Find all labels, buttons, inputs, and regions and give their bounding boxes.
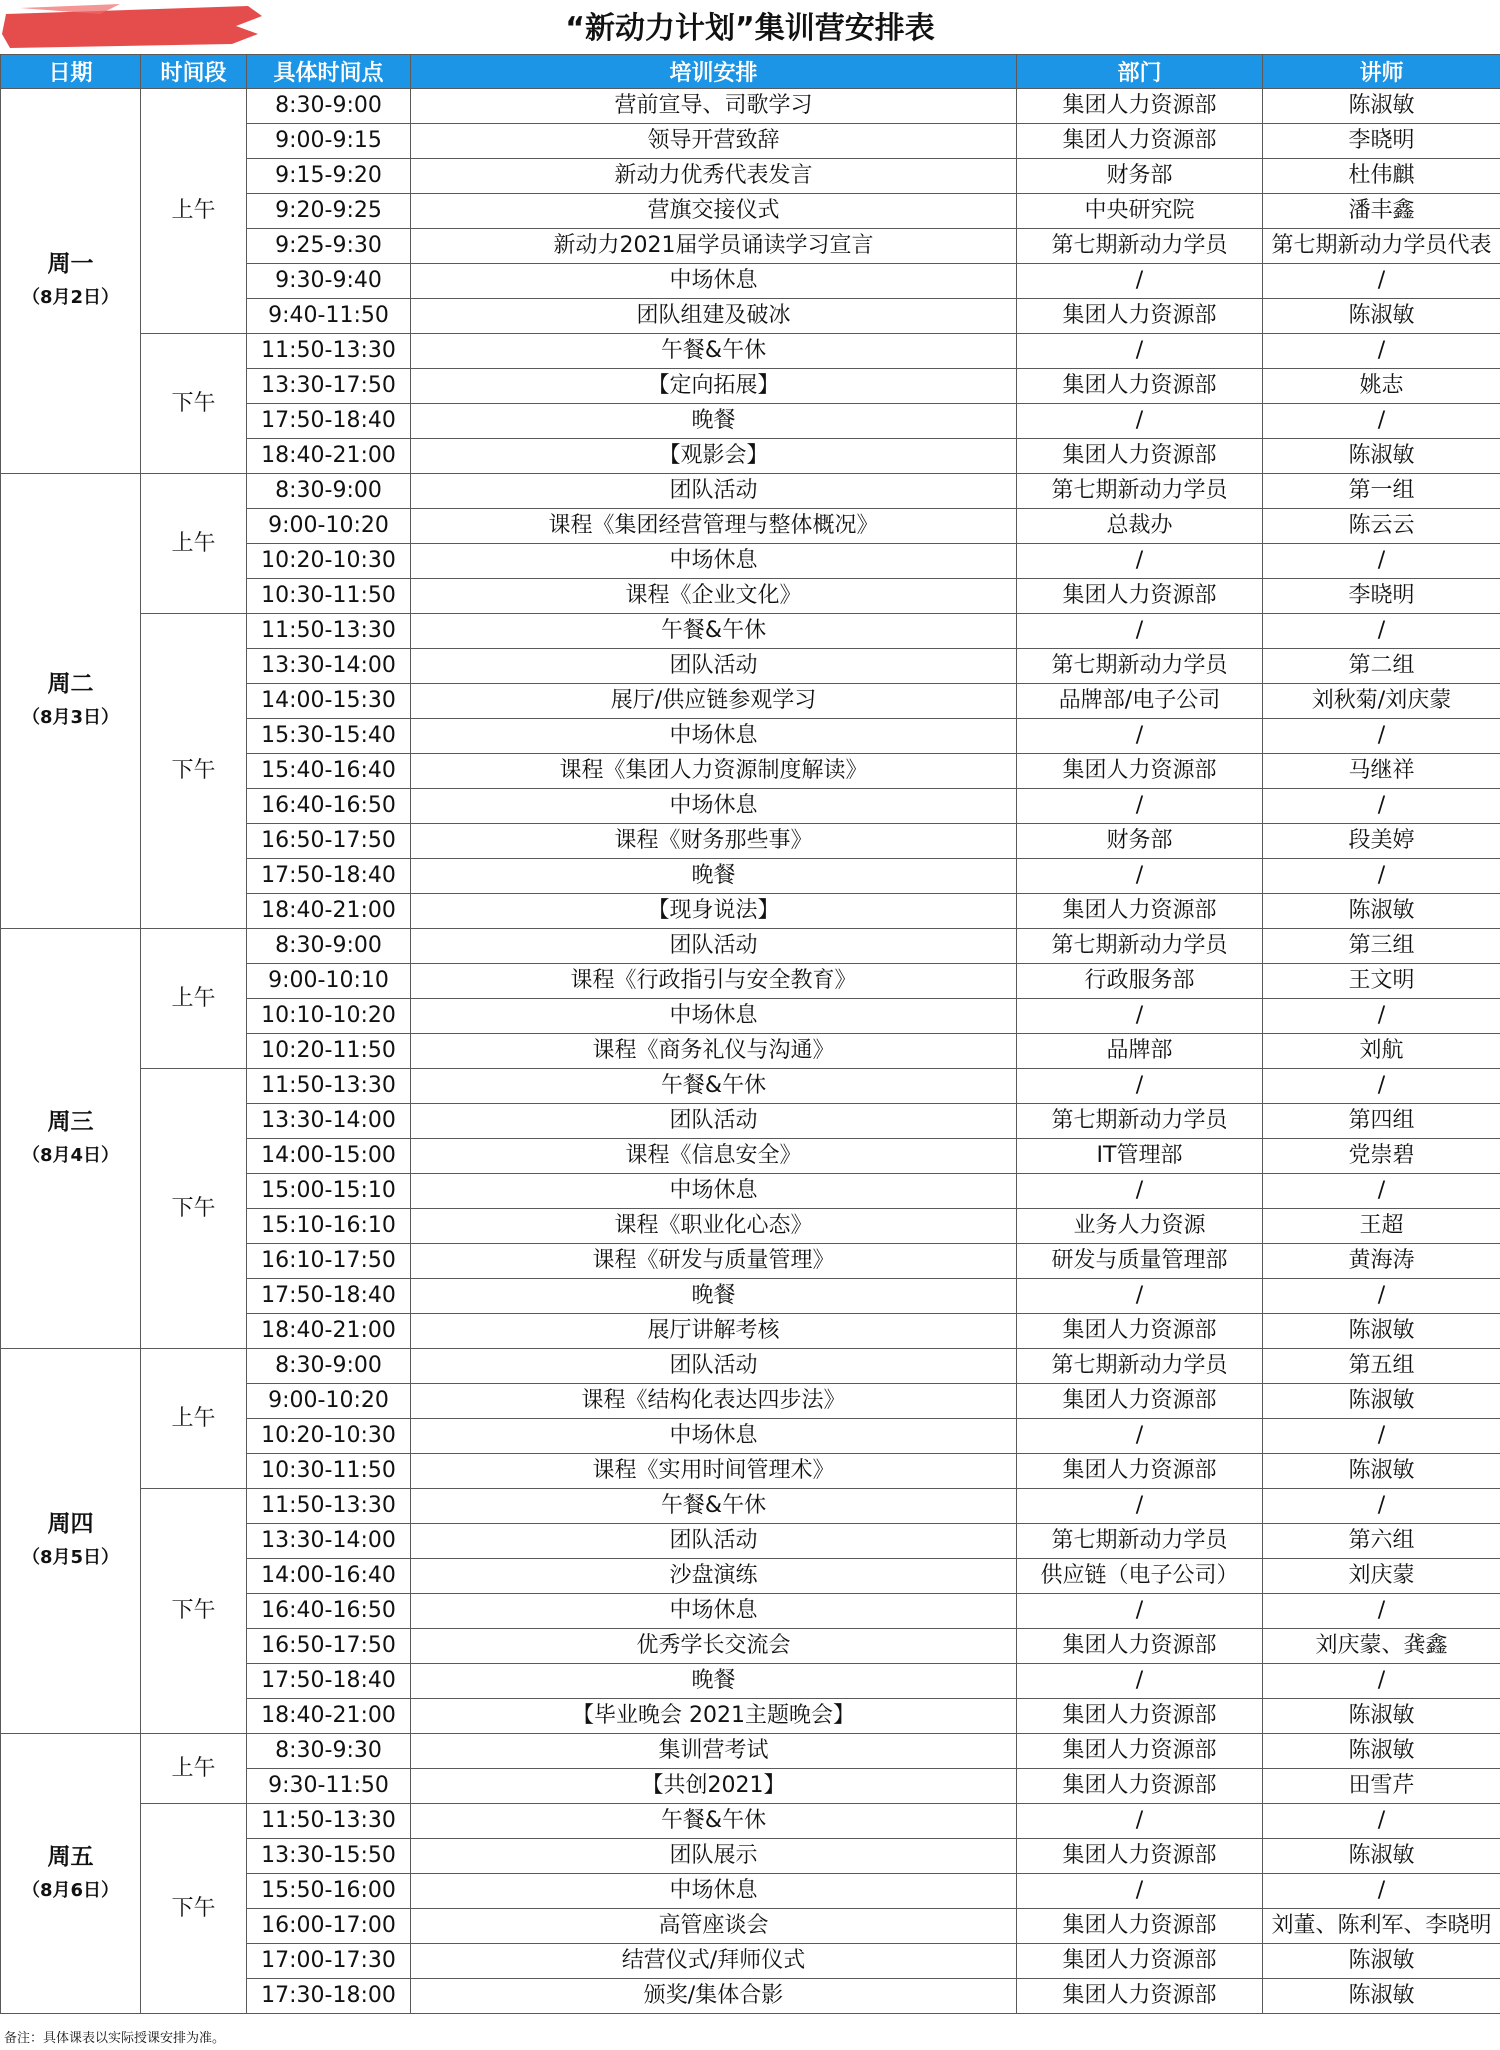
lecturer-cell: 陈淑敏 bbox=[1263, 1699, 1500, 1734]
lecturer-cell: 陈淑敏 bbox=[1263, 1384, 1500, 1419]
time-cell: 15:00-15:10 bbox=[247, 1174, 411, 1209]
lecturer-cell: 第四组 bbox=[1263, 1104, 1500, 1139]
time-cell: 18:40-21:00 bbox=[247, 1314, 411, 1349]
activity-cell: 结营仪式/拜师仪式 bbox=[411, 1944, 1017, 1979]
dept-cell: / bbox=[1017, 1594, 1263, 1629]
activity-cell: 晚餐 bbox=[411, 1664, 1017, 1699]
time-cell: 8:30-9:00 bbox=[247, 929, 411, 964]
activity-cell: 中场休息 bbox=[411, 1419, 1017, 1454]
time-cell: 15:10-16:10 bbox=[247, 1209, 411, 1244]
time-cell: 15:50-16:00 bbox=[247, 1874, 411, 1909]
activity-cell: 团队展示 bbox=[411, 1839, 1017, 1874]
activity-cell: 中场休息 bbox=[411, 999, 1017, 1034]
day-cell bbox=[1, 1349, 141, 1734]
activity-cell: 午餐&午休 bbox=[411, 334, 1017, 369]
time-cell: 17:50-18:40 bbox=[247, 859, 411, 894]
activity-cell: 新动力2021届学员诵读学习宣言 bbox=[411, 229, 1017, 264]
activity-cell: 【观影会】 bbox=[411, 439, 1017, 474]
time-cell: 10:20-10:30 bbox=[247, 544, 411, 579]
schedule-table bbox=[0, 54, 1500, 2014]
dept-cell: 第七期新动力学员 bbox=[1017, 649, 1263, 684]
time-cell: 9:00-9:15 bbox=[247, 124, 411, 159]
activity-cell: 中场休息 bbox=[411, 1174, 1017, 1209]
dept-cell: / bbox=[1017, 1174, 1263, 1209]
table-row bbox=[1, 1804, 1500, 1839]
period-cell: 上午 bbox=[141, 1349, 247, 1489]
lecturer-cell: 陈淑敏 bbox=[1263, 894, 1500, 929]
time-cell: 11:50-13:30 bbox=[247, 334, 411, 369]
lecturer-cell: 黄海涛 bbox=[1263, 1244, 1500, 1279]
lecturer-cell: 潘丰鑫 bbox=[1263, 194, 1500, 229]
time-cell: 10:30-11:50 bbox=[247, 1454, 411, 1489]
lecturer-cell: 李晓明 bbox=[1263, 124, 1500, 159]
header-period: 时间段 bbox=[141, 55, 247, 89]
lecturer-cell: / bbox=[1263, 334, 1500, 369]
time-cell: 16:10-17:50 bbox=[247, 1244, 411, 1279]
table-row bbox=[1, 1349, 1500, 1384]
day-date: （8月2日） bbox=[21, 287, 120, 308]
dept-cell: 集团人力资源部 bbox=[1017, 1734, 1263, 1769]
time-cell: 16:00-17:00 bbox=[247, 1909, 411, 1944]
footnote: 备注：具体课表以实际授课安排为准。 bbox=[4, 2031, 226, 2046]
lecturer-cell: 陈淑敏 bbox=[1263, 1839, 1500, 1874]
activity-cell: 课程《商务礼仪与沟通》 bbox=[411, 1034, 1017, 1069]
day-cell bbox=[1, 474, 141, 929]
lecturer-cell: / bbox=[1263, 614, 1500, 649]
activity-cell: 课程《结构化表达四步法》 bbox=[411, 1384, 1017, 1419]
lecturer-cell: 陈淑敏 bbox=[1263, 1314, 1500, 1349]
period-cell: 上午 bbox=[141, 474, 247, 614]
dept-cell: / bbox=[1017, 1069, 1263, 1104]
dept-cell: / bbox=[1017, 614, 1263, 649]
lecturer-cell: 段美婷 bbox=[1263, 824, 1500, 859]
page-title: “新动力计划”集训营安排表 bbox=[565, 11, 935, 46]
time-cell: 16:40-16:50 bbox=[247, 1594, 411, 1629]
lecturer-cell: / bbox=[1263, 1069, 1500, 1104]
activity-cell: 晚餐 bbox=[411, 859, 1017, 894]
dept-cell: 中央研究院 bbox=[1017, 194, 1263, 229]
day-name: 周一 bbox=[47, 251, 94, 277]
time-cell: 16:40-16:50 bbox=[247, 789, 411, 824]
day-name: 周二 bbox=[47, 671, 94, 697]
lecturer-cell: / bbox=[1263, 1279, 1500, 1314]
header-time: 具体时间点 bbox=[247, 55, 411, 89]
table-row bbox=[1, 1069, 1500, 1104]
time-cell: 13:30-14:00 bbox=[247, 1104, 411, 1139]
lecturer-cell: 第二组 bbox=[1263, 649, 1500, 684]
lecturer-cell: / bbox=[1263, 1174, 1500, 1209]
lecturer-cell: 王超 bbox=[1263, 1209, 1500, 1244]
time-cell: 13:30-14:00 bbox=[247, 1524, 411, 1559]
lecturer-cell: 陈淑敏 bbox=[1263, 1454, 1500, 1489]
activity-cell: 团队活动 bbox=[411, 474, 1017, 509]
lecturer-cell: 陈淑敏 bbox=[1263, 299, 1500, 334]
period-cell: 上午 bbox=[141, 89, 247, 334]
activity-cell: 午餐&午休 bbox=[411, 614, 1017, 649]
time-cell: 16:50-17:50 bbox=[247, 1629, 411, 1664]
time-cell: 18:40-21:00 bbox=[247, 439, 411, 474]
day-name: 周四 bbox=[47, 1511, 94, 1537]
time-cell: 9:40-11:50 bbox=[247, 299, 411, 334]
header-dept: 部门 bbox=[1017, 55, 1263, 89]
dept-cell: 第七期新动力学员 bbox=[1017, 1524, 1263, 1559]
lecturer-cell: 陈淑敏 bbox=[1263, 439, 1500, 474]
activity-cell: 中场休息 bbox=[411, 264, 1017, 299]
schedule-body bbox=[1, 89, 1500, 2014]
activity-cell: 课程《职业化心态》 bbox=[411, 1209, 1017, 1244]
day-cell bbox=[1, 929, 141, 1349]
lecturer-cell: / bbox=[1263, 1489, 1500, 1524]
dept-cell: 供应链（电子公司） bbox=[1017, 1559, 1263, 1594]
table-row bbox=[1, 1489, 1500, 1524]
dept-cell: 品牌部 bbox=[1017, 1034, 1263, 1069]
dept-cell: 研发与质量管理部 bbox=[1017, 1244, 1263, 1279]
dept-cell: 集团人力资源部 bbox=[1017, 299, 1263, 334]
table-row bbox=[1, 334, 1500, 369]
activity-cell: 中场休息 bbox=[411, 1874, 1017, 1909]
activity-cell: 午餐&午休 bbox=[411, 1489, 1017, 1524]
activity-cell: 营前宣导、司歌学习 bbox=[411, 89, 1017, 124]
header-activity: 培训安排 bbox=[411, 55, 1017, 89]
period-cell: 上午 bbox=[141, 929, 247, 1069]
dept-cell: 集团人力资源部 bbox=[1017, 1454, 1263, 1489]
period-cell: 上午 bbox=[141, 1734, 247, 1804]
time-cell: 11:50-13:30 bbox=[247, 1069, 411, 1104]
time-cell: 11:50-13:30 bbox=[247, 1804, 411, 1839]
activity-cell: 中场休息 bbox=[411, 544, 1017, 579]
table-row bbox=[1, 1734, 1500, 1769]
activity-cell: 中场休息 bbox=[411, 789, 1017, 824]
activity-cell: 【共创2021】 bbox=[411, 1769, 1017, 1804]
header-row bbox=[1, 55, 1500, 89]
activity-cell: 【毕业晚会 2021主题晚会】 bbox=[411, 1699, 1017, 1734]
header-date: 日期 bbox=[1, 55, 141, 89]
dept-cell: 品牌部/电子公司 bbox=[1017, 684, 1263, 719]
time-cell: 18:40-21:00 bbox=[247, 894, 411, 929]
time-cell: 17:00-17:30 bbox=[247, 1944, 411, 1979]
period-cell: 下午 bbox=[141, 614, 247, 929]
lecturer-cell: 刘秋菊/刘庆蒙 bbox=[1263, 684, 1500, 719]
day-cell bbox=[1, 89, 141, 474]
activity-cell: 团队活动 bbox=[411, 929, 1017, 964]
dept-cell: / bbox=[1017, 404, 1263, 439]
dept-cell: 第七期新动力学员 bbox=[1017, 929, 1263, 964]
time-cell: 10:20-11:50 bbox=[247, 1034, 411, 1069]
day-cell bbox=[1, 1734, 141, 2014]
dept-cell: 集团人力资源部 bbox=[1017, 1699, 1263, 1734]
table-row bbox=[1, 474, 1500, 509]
day-date: （8月6日） bbox=[21, 1879, 120, 1901]
activity-cell: 课程《研发与质量管理》 bbox=[411, 1244, 1017, 1279]
lecturer-cell: 姚志 bbox=[1263, 369, 1500, 404]
time-cell: 11:50-13:30 bbox=[247, 1489, 411, 1524]
time-cell: 17:30-18:00 bbox=[247, 1979, 411, 2014]
dept-cell: 第七期新动力学员 bbox=[1017, 474, 1263, 509]
time-cell: 13:30-17:50 bbox=[247, 369, 411, 404]
dept-cell: 集团人力资源部 bbox=[1017, 1314, 1263, 1349]
activity-cell: 课程《行政指引与安全教育》 bbox=[411, 964, 1017, 999]
activity-cell: 团队活动 bbox=[411, 1104, 1017, 1139]
lecturer-cell: 刘航 bbox=[1263, 1034, 1500, 1069]
time-cell: 8:30-9:00 bbox=[247, 1349, 411, 1384]
dept-cell: 集团人力资源部 bbox=[1017, 579, 1263, 614]
dept-cell: 集团人力资源部 bbox=[1017, 1909, 1263, 1944]
lecturer-cell: / bbox=[1263, 404, 1500, 439]
period-cell: 下午 bbox=[141, 1489, 247, 1734]
dept-cell: 集团人力资源部 bbox=[1017, 89, 1263, 124]
lecturer-cell: / bbox=[1263, 544, 1500, 579]
table-row bbox=[1, 89, 1500, 124]
time-cell: 17:50-18:40 bbox=[247, 1664, 411, 1699]
dept-cell: 集团人力资源部 bbox=[1017, 1944, 1263, 1979]
day-name: 周五 bbox=[47, 1843, 94, 1870]
dept-cell: 第七期新动力学员 bbox=[1017, 1349, 1263, 1384]
dept-cell: 第七期新动力学员 bbox=[1017, 1104, 1263, 1139]
lecturer-cell: 第七期新动力学员代表 bbox=[1263, 229, 1500, 264]
dept-cell: 第七期新动力学员 bbox=[1017, 229, 1263, 264]
lecturer-cell: 第三组 bbox=[1263, 929, 1500, 964]
lecturer-cell: 第六组 bbox=[1263, 1524, 1500, 1559]
lecturer-cell: 王文明 bbox=[1263, 964, 1500, 999]
lecturer-cell: / bbox=[1263, 859, 1500, 894]
time-cell: 10:30-11:50 bbox=[247, 579, 411, 614]
dept-cell: / bbox=[1017, 789, 1263, 824]
header-lecturer: 讲师 bbox=[1263, 55, 1500, 89]
activity-cell: 展厅讲解考核 bbox=[411, 1314, 1017, 1349]
dept-cell: / bbox=[1017, 544, 1263, 579]
lecturer-cell: 刘董、陈利军、李晓明 bbox=[1263, 1909, 1500, 1944]
time-cell: 8:30-9:00 bbox=[247, 474, 411, 509]
time-cell: 9:00-10:20 bbox=[247, 1384, 411, 1419]
time-cell: 17:50-18:40 bbox=[247, 404, 411, 439]
time-cell: 8:30-9:30 bbox=[247, 1734, 411, 1769]
dept-cell: 集团人力资源部 bbox=[1017, 369, 1263, 404]
time-cell: 9:20-9:25 bbox=[247, 194, 411, 229]
activity-cell: 午餐&午休 bbox=[411, 1804, 1017, 1839]
activity-cell: 课程《集团经营管理与整体概况》 bbox=[411, 509, 1017, 544]
activity-cell: 优秀学长交流会 bbox=[411, 1629, 1017, 1664]
dept-cell: 行政服务部 bbox=[1017, 964, 1263, 999]
activity-cell: 颁奖/集体合影 bbox=[411, 1979, 1017, 2014]
dept-cell: 财务部 bbox=[1017, 159, 1263, 194]
lecturer-cell: 李晓明 bbox=[1263, 579, 1500, 614]
dept-cell: 财务部 bbox=[1017, 824, 1263, 859]
lecturer-cell: / bbox=[1263, 789, 1500, 824]
period-cell: 下午 bbox=[141, 334, 247, 474]
day-date: （8月4日） bbox=[21, 1144, 120, 1166]
lecturer-cell: 刘庆蒙、龚鑫 bbox=[1263, 1629, 1500, 1664]
day-date: （8月3日） bbox=[21, 707, 120, 728]
time-cell: 9:00-10:10 bbox=[247, 964, 411, 999]
lecturer-cell: 陈淑敏 bbox=[1263, 89, 1500, 124]
dept-cell: 集团人力资源部 bbox=[1017, 754, 1263, 789]
activity-cell: 课程《集团人力资源制度解读》 bbox=[411, 754, 1017, 789]
dept-cell: / bbox=[1017, 1489, 1263, 1524]
dept-cell: 总裁办 bbox=[1017, 509, 1263, 544]
lecturer-cell: / bbox=[1263, 264, 1500, 299]
period-cell: 下午 bbox=[141, 1804, 247, 2014]
dept-cell: / bbox=[1017, 999, 1263, 1034]
activity-cell: 团队组建及破冰 bbox=[411, 299, 1017, 334]
dept-cell: / bbox=[1017, 1664, 1263, 1699]
dept-cell: / bbox=[1017, 719, 1263, 754]
dept-cell: 集团人力资源部 bbox=[1017, 124, 1263, 159]
activity-cell: 中场休息 bbox=[411, 719, 1017, 754]
activity-cell: 展厅/供应链参观学习 bbox=[411, 684, 1017, 719]
activity-cell: 【定向拓展】 bbox=[411, 369, 1017, 404]
activity-cell: 高管座谈会 bbox=[411, 1909, 1017, 1944]
lecturer-cell: 第五组 bbox=[1263, 1349, 1500, 1384]
lecturer-cell: / bbox=[1263, 1804, 1500, 1839]
time-cell: 13:30-15:50 bbox=[247, 1839, 411, 1874]
time-cell: 14:00-15:30 bbox=[247, 684, 411, 719]
dept-cell: 集团人力资源部 bbox=[1017, 1839, 1263, 1874]
dept-cell: / bbox=[1017, 859, 1263, 894]
time-cell: 16:50-17:50 bbox=[247, 824, 411, 859]
lecturer-cell: 第一组 bbox=[1263, 474, 1500, 509]
activity-cell: 新动力优秀代表发言 bbox=[411, 159, 1017, 194]
lecturer-cell: 杜伟麒 bbox=[1263, 159, 1500, 194]
dept-cell: / bbox=[1017, 1804, 1263, 1839]
time-cell: 13:30-14:00 bbox=[247, 649, 411, 684]
activity-cell: 晚餐 bbox=[411, 1279, 1017, 1314]
time-cell: 9:25-9:30 bbox=[247, 229, 411, 264]
time-cell: 10:10-10:20 bbox=[247, 999, 411, 1034]
dept-cell: 集团人力资源部 bbox=[1017, 1384, 1263, 1419]
dept-cell: / bbox=[1017, 1874, 1263, 1909]
time-cell: 15:40-16:40 bbox=[247, 754, 411, 789]
time-cell: 14:00-16:40 bbox=[247, 1559, 411, 1594]
lecturer-cell: 陈淑敏 bbox=[1263, 1944, 1500, 1979]
lecturer-cell: / bbox=[1263, 1874, 1500, 1909]
activity-cell: 中场休息 bbox=[411, 1594, 1017, 1629]
time-cell: 15:30-15:40 bbox=[247, 719, 411, 754]
lecturer-cell: 田雪芹 bbox=[1263, 1769, 1500, 1804]
lecturer-cell: / bbox=[1263, 999, 1500, 1034]
activity-cell: 团队活动 bbox=[411, 1349, 1017, 1384]
time-cell: 17:50-18:40 bbox=[247, 1279, 411, 1314]
time-cell: 11:50-13:30 bbox=[247, 614, 411, 649]
lecturer-cell: 党崇碧 bbox=[1263, 1139, 1500, 1174]
activity-cell: 课程《实用时间管理术》 bbox=[411, 1454, 1017, 1489]
activity-cell: 午餐&午休 bbox=[411, 1069, 1017, 1104]
period-cell: 下午 bbox=[141, 1069, 247, 1349]
dept-cell: / bbox=[1017, 1419, 1263, 1454]
dept-cell: / bbox=[1017, 334, 1263, 369]
time-cell: 9:15-9:20 bbox=[247, 159, 411, 194]
dept-cell: IT管理部 bbox=[1017, 1139, 1263, 1174]
day-name: 周三 bbox=[47, 1108, 94, 1135]
activity-cell: 团队活动 bbox=[411, 649, 1017, 684]
dept-cell: 集团人力资源部 bbox=[1017, 439, 1263, 474]
time-cell: 9:30-11:50 bbox=[247, 1769, 411, 1804]
activity-cell: 【现身说法】 bbox=[411, 894, 1017, 929]
dept-cell: / bbox=[1017, 264, 1263, 299]
lecturer-cell: 马继祥 bbox=[1263, 754, 1500, 789]
time-cell: 8:30-9:00 bbox=[247, 89, 411, 124]
dept-cell: 集团人力资源部 bbox=[1017, 1979, 1263, 2014]
day-date: （8月5日） bbox=[21, 1547, 120, 1568]
activity-cell: 晚餐 bbox=[411, 404, 1017, 439]
activity-cell: 沙盘演练 bbox=[411, 1559, 1017, 1594]
activity-cell: 课程《信息安全》 bbox=[411, 1139, 1017, 1174]
time-cell: 18:40-21:00 bbox=[247, 1699, 411, 1734]
activity-cell: 课程《企业文化》 bbox=[411, 579, 1017, 614]
activity-cell: 课程《财务那些事》 bbox=[411, 824, 1017, 859]
lecturer-cell: / bbox=[1263, 1594, 1500, 1629]
activity-cell: 营旗交接仪式 bbox=[411, 194, 1017, 229]
time-cell: 9:30-9:40 bbox=[247, 264, 411, 299]
lecturer-cell: / bbox=[1263, 719, 1500, 754]
lecturer-cell: 刘庆蒙 bbox=[1263, 1559, 1500, 1594]
table-row bbox=[1, 614, 1500, 649]
time-cell: 9:00-10:20 bbox=[247, 509, 411, 544]
time-cell: 14:00-15:00 bbox=[247, 1139, 411, 1174]
activity-cell: 领导开营致辞 bbox=[411, 124, 1017, 159]
lecturer-cell: 陈淑敏 bbox=[1263, 1979, 1500, 2014]
dept-cell: 集团人力资源部 bbox=[1017, 1769, 1263, 1804]
table-row bbox=[1, 929, 1500, 964]
dept-cell: 集团人力资源部 bbox=[1017, 894, 1263, 929]
dept-cell: / bbox=[1017, 1279, 1263, 1314]
activity-cell: 集训营考试 bbox=[411, 1734, 1017, 1769]
dept-cell: 集团人力资源部 bbox=[1017, 1629, 1263, 1664]
dept-cell: 业务人力资源 bbox=[1017, 1209, 1263, 1244]
activity-cell: 团队活动 bbox=[411, 1524, 1017, 1559]
lecturer-cell: / bbox=[1263, 1664, 1500, 1699]
time-cell: 10:20-10:30 bbox=[247, 1419, 411, 1454]
lecturer-cell: 陈淑敏 bbox=[1263, 1734, 1500, 1769]
lecturer-cell: / bbox=[1263, 1419, 1500, 1454]
lecturer-cell: 陈云云 bbox=[1263, 509, 1500, 544]
